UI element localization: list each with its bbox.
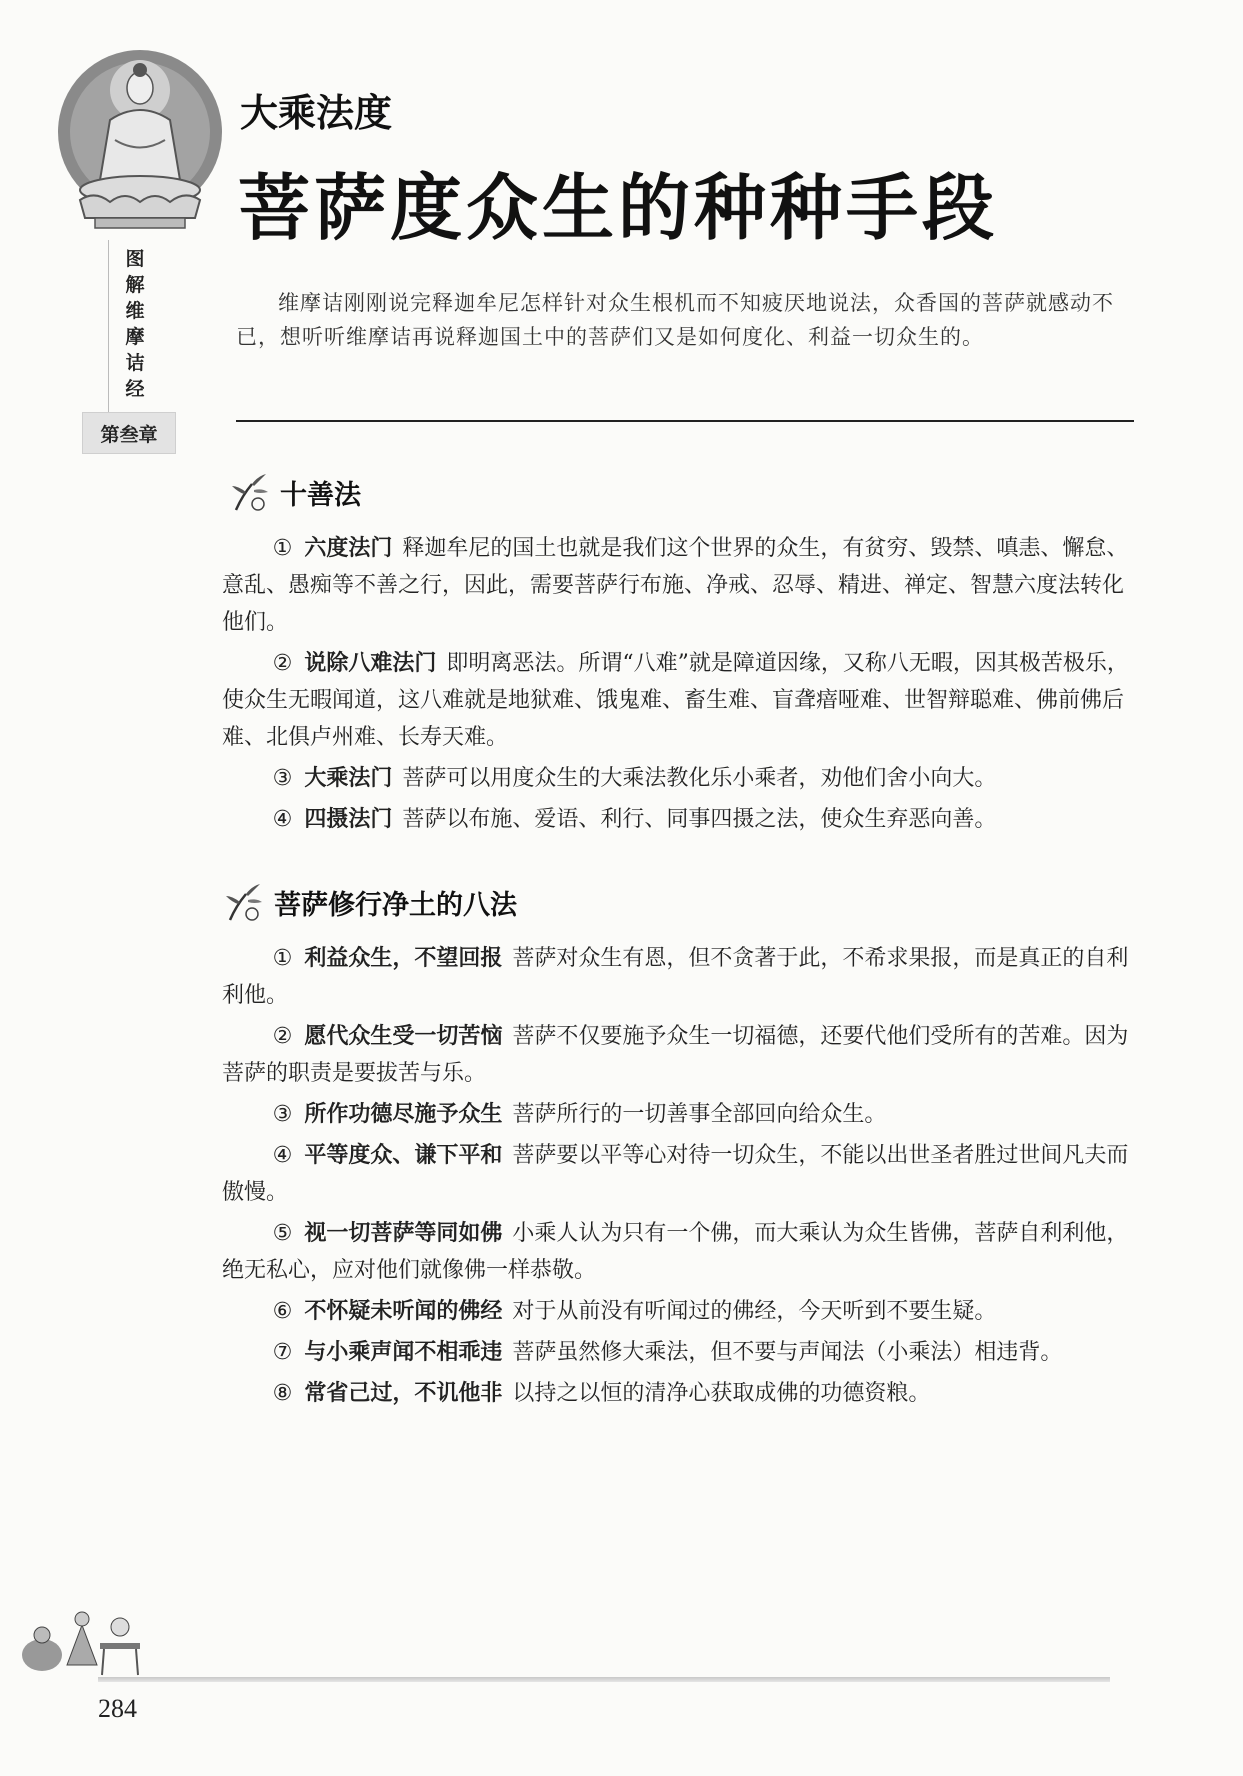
item-text: 菩萨所行的一切善事全部回向给众生。: [512, 1102, 887, 1127]
item-term: 大乘法门: [304, 766, 393, 791]
section-items: [222, 530, 1134, 842]
book-title-char: 摩: [125, 326, 145, 348]
section-items: [222, 940, 1134, 1416]
section-heading: [228, 470, 361, 514]
item-text: 对于从前没有听闻过的佛经，今天听到不要生疑。: [512, 1299, 997, 1324]
bamboo-icon: [228, 470, 272, 514]
list-item: [222, 1018, 1134, 1092]
list-item: [222, 1096, 1134, 1133]
book-title-char: 图: [125, 248, 145, 270]
item-text: 菩萨虽然修大乘法，但不要与声闻法（小乘法）相违背。: [512, 1340, 1063, 1365]
bamboo-icon: [222, 880, 266, 924]
section-heading: [222, 880, 517, 924]
chapter-label: 第叁章: [82, 412, 176, 454]
item-term: 说除八难法门: [304, 651, 437, 676]
item-text: 菩萨要以平等心对待一切众生，不能以出世圣者胜过世间凡夫而傲慢。: [222, 1143, 1129, 1205]
buddha-medallion-icon: [55, 40, 225, 240]
item-text: 菩萨可以用度众生的大乘法教化乐小乘者，劝他们舍小向大。: [402, 766, 997, 791]
section-title: 十善法: [280, 479, 361, 511]
item-term: 与小乘声闻不相乖违: [304, 1340, 503, 1365]
item-number: ②: [272, 1024, 293, 1049]
list-item: [222, 1215, 1134, 1289]
page-title: 菩萨度众生的种种手段: [238, 166, 999, 250]
list-item: [222, 1293, 1134, 1330]
list-item: [222, 1137, 1134, 1211]
series-title: 大乘法度: [240, 91, 393, 135]
footer-rule: [98, 1677, 1110, 1682]
book-title-char: 解: [125, 274, 145, 296]
item-number: ④: [272, 807, 293, 832]
item-number: ①: [272, 536, 293, 561]
item-text: 菩萨不仅要施予众生一切福德，还要代他们受所有的苦难。因为菩萨的职责是要拔苦与乐。: [222, 1024, 1129, 1086]
item-number: ③: [272, 766, 293, 791]
list-item: [222, 1375, 1134, 1412]
book-title-vertical: [120, 246, 150, 402]
item-term: 视一切菩萨等同如佛: [304, 1221, 503, 1246]
section-title: 菩萨修行净土的八法: [274, 889, 517, 921]
book-title-char: 经: [125, 378, 145, 400]
item-term: 利益众生，不望回报: [304, 946, 503, 971]
item-term: 六度法门: [304, 536, 393, 561]
item-number: ⑤: [272, 1221, 293, 1246]
item-term: 四摄法门: [304, 807, 393, 832]
list-item: [222, 801, 1134, 838]
item-number: ④: [272, 1143, 293, 1168]
item-number: ⑥: [272, 1299, 293, 1324]
list-item: [222, 1334, 1134, 1371]
intro-divider: [236, 420, 1134, 422]
item-number: ②: [272, 651, 293, 676]
item-term: 平等度众、谦下平和: [304, 1143, 503, 1168]
list-item: [222, 940, 1134, 1014]
item-number: ⑦: [272, 1340, 293, 1365]
list-item: [222, 530, 1134, 641]
item-text: 菩萨以布施、爱语、利行、同事四摄之法，使众生弃恶向善。: [402, 807, 997, 832]
item-term: 愿代众生受一切苦恼: [304, 1024, 503, 1049]
item-text: 释迦牟尼的国土也就是我们这个世界的众生，有贫穷、毁禁、嗔恚、懈怠、意乱、愚痴等不善之行，因此，需要菩萨行布施、净戒、忍辱、精进、禅定、智慧六度法转化他们。: [222, 536, 1129, 635]
item-text: 小乘人认为只有一个佛，而大乘认为众生皆佛，菩萨自利利他，绝无私心，应对他们就像佛一样恭敬。: [222, 1221, 1129, 1283]
page-number: 284: [98, 1694, 137, 1723]
book-title-char: 维: [125, 300, 145, 322]
item-term: 不怀疑未听闻的佛经: [304, 1299, 503, 1324]
scholar-figures-icon: [12, 1595, 147, 1680]
item-number: ③: [272, 1102, 293, 1127]
item-term: 常省己过，不讥他非: [304, 1381, 503, 1406]
item-text: 以持之以恒的清净心获取成佛的功德资粮。: [512, 1381, 931, 1406]
item-number: ⑧: [272, 1381, 293, 1406]
list-item: [222, 645, 1134, 756]
item-number: ①: [272, 946, 293, 971]
intro-paragraph: 维摩诘刚刚说完释迦牟尼怎样针对众生根机而不知疲厌地说法，众香国的菩萨就感动不已，想听听维摩诘再说释迦国土中的菩萨们又是如何度化、利益一切众生的。: [236, 291, 1114, 349]
book-title-char: 诘: [125, 352, 145, 374]
item-text: 即明离恶法。所谓“八难”就是障道因缘，又称八无暇，因其极苦极乐，使众生无暇闻道，这八难就是地狱难、饿鬼难、畜生难、盲聋瘖哑难、世智辩聪难、佛前佛后难、北俱卢州难、长寿天难。: [222, 651, 1129, 750]
item-term: 所作功德尽施予众生: [304, 1102, 503, 1127]
list-item: [222, 760, 1134, 797]
item-text: 菩萨对众生有恩，但不贪著于此，不希求果报，而是真正的自利利他。: [222, 946, 1129, 1008]
